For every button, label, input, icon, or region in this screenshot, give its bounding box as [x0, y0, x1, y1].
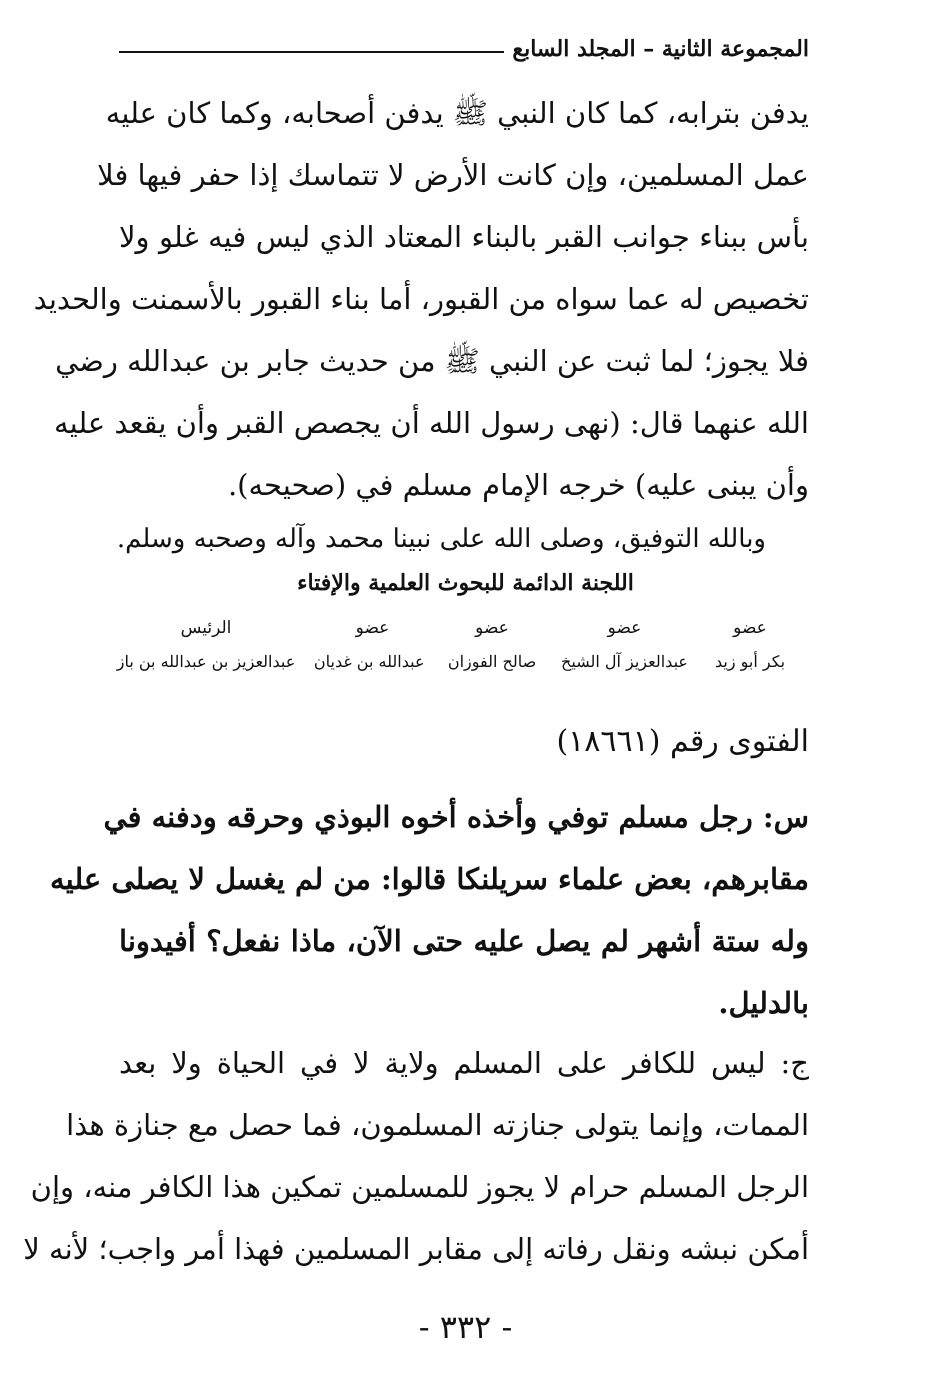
signatory-name: عبدالله بن غديان [313, 652, 425, 671]
signatory-name: عبدالعزيز آل الشيخ [561, 652, 688, 671]
signatory-name: عبدالعزيز بن عبدالله بن باز [116, 652, 296, 671]
text-line: وأن يبنى عليه) خرجه الإمام مسلم في (صحيحه). [227, 468, 809, 502]
fatwa-number-heading: الفتوى رقم (١٨٦٦١) [556, 724, 809, 759]
text-line: تخصيص له عما سواه من القبور، أما بناء القبور بالأسمنت والحديد [33, 282, 809, 316]
text-line: وله ستة أشهر لم يصل عليه حتى الآن، ماذا نفعل؟ أفيدونا [119, 924, 809, 958]
header-rule [119, 51, 504, 53]
text-line: يدفن بترابه، كما كان النبي ﷺ يدفن أصحابه، وكما كان عليه [105, 96, 809, 130]
signatory-role: عضو [475, 618, 509, 638]
text-line: الممات، وإنما يتولى جنازته المسلمون، فما حصل مع جنازة هذا [66, 1108, 809, 1142]
text-line: الرجل المسلم حرام لا يجوز للمسلمين تمكين هذا الكافر منه، وإن [30, 1170, 809, 1204]
question-paragraph [50, 786, 809, 1034]
text-line: مقابرهم، بعض علماء سريلنكا قالوا: من لم يغسل لا يصلى عليه [50, 862, 809, 896]
text-line: بالدليل. [718, 986, 809, 1020]
text-line: عمل المسلمين، وإن كانت الأرض لا تتماسك إذا حفر فيها فلا [97, 158, 809, 192]
signatory-names [111, 652, 791, 671]
signatory-role: عضو [733, 618, 767, 638]
text-line: بأس ببناء جوانب القبر بالبناء المعتاد الذي ليس فيه غلو ولا [119, 220, 809, 254]
text-line: ج: ليس للكافر على المسلم ولاية لا في الحياة ولا بعد [119, 1046, 809, 1080]
signatory-roles [111, 618, 791, 638]
page-number: - ٣٣٢ - [418, 1308, 513, 1346]
text-line: الله عنهما قال: (نهى رسول الله أن يجصص القبر وأن يقعد عليه [54, 406, 809, 440]
text-line: س: رجل مسلم توفي وأخذه أخوه البوذي وحرقه ودفنه في [103, 800, 809, 834]
signatory-name: بكر أبو زيد [714, 652, 786, 671]
signatory-role: الرئيس [180, 618, 232, 638]
signatory-name: صالح الفوزان [447, 652, 537, 671]
running-header [119, 32, 809, 66]
signatory-role: عضو [607, 618, 642, 638]
closing-formula: وبالله التوفيق، وصلى الله على نبينا محمد وآله وصحبه وسلم. [116, 524, 766, 554]
committee-name: اللجنة الدائمة للبحوث العلمية والإفتاء [297, 570, 634, 596]
answer-paragraph [23, 1032, 809, 1280]
text-line: أمكن نبشه ونقل رفاته إلى مقابر المسلمين فهذا أمر واجب؛ لأنه لا [23, 1232, 809, 1266]
signatory-role: عضو [355, 618, 390, 638]
header-title: المجموعة الثانية – المجلد السابع [512, 36, 809, 62]
text-line: فلا يجوز؛ لما ثبت عن النبي ﷺ من حديث جابر بن عبدالله رضي [55, 344, 809, 378]
fatwa-continuation-paragraph [33, 82, 809, 516]
